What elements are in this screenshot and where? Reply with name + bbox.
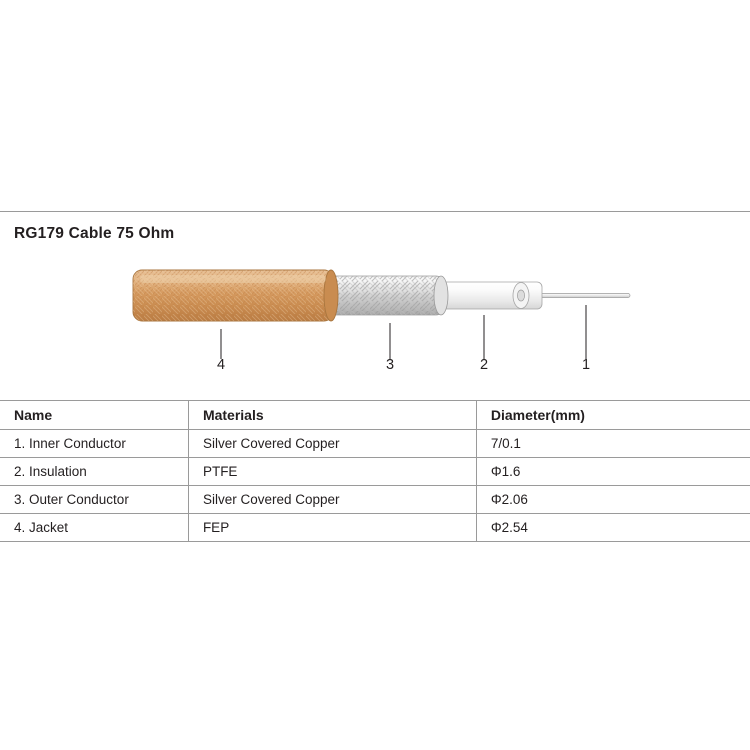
cell-name: 3. Outer Conductor — [0, 486, 188, 514]
cable-illustration — [0, 251, 750, 401]
layer-insulation — [437, 282, 542, 309]
cell-material: PTFE — [188, 458, 476, 486]
cable-spec-sheet — [0, 211, 750, 545]
cell-material: Silver Covered Copper — [188, 486, 476, 514]
column-header-diameter: Diameter(mm) — [476, 401, 750, 430]
column-header-name: Name — [0, 401, 188, 430]
layer-jacket — [133, 270, 338, 321]
callout-label-1: 1 — [581, 357, 591, 373]
cell-diameter: Φ2.06 — [476, 486, 750, 514]
table-row — [0, 486, 750, 514]
page-title: RG179 Cable 75 Ohm — [14, 225, 175, 242]
table-row — [0, 458, 750, 486]
cell-name: 2. Insulation — [0, 458, 188, 486]
cell-diameter: Φ2.54 — [476, 514, 750, 542]
cell-diameter: Φ1.6 — [476, 458, 750, 486]
cable-cutaway-diagram — [0, 251, 750, 401]
table-header-row — [0, 401, 750, 430]
specifications-table — [0, 400, 750, 542]
callout-label-3: 3 — [385, 357, 395, 373]
callout-label-4: 4 — [216, 357, 226, 373]
cell-diameter: 7/0.1 — [476, 430, 750, 458]
cell-material: FEP — [188, 514, 476, 542]
cell-name: 4. Jacket — [0, 514, 188, 542]
layer-inner-conductor — [530, 294, 630, 298]
top-divider — [0, 211, 750, 212]
callout-label-2: 2 — [479, 357, 489, 373]
cell-name: 1. Inner Conductor — [0, 430, 188, 458]
layer-outer-conductor — [323, 276, 448, 315]
table-row — [0, 430, 750, 458]
cell-material: Silver Covered Copper — [188, 430, 476, 458]
column-header-materials: Materials — [188, 401, 476, 430]
table-row — [0, 514, 750, 542]
